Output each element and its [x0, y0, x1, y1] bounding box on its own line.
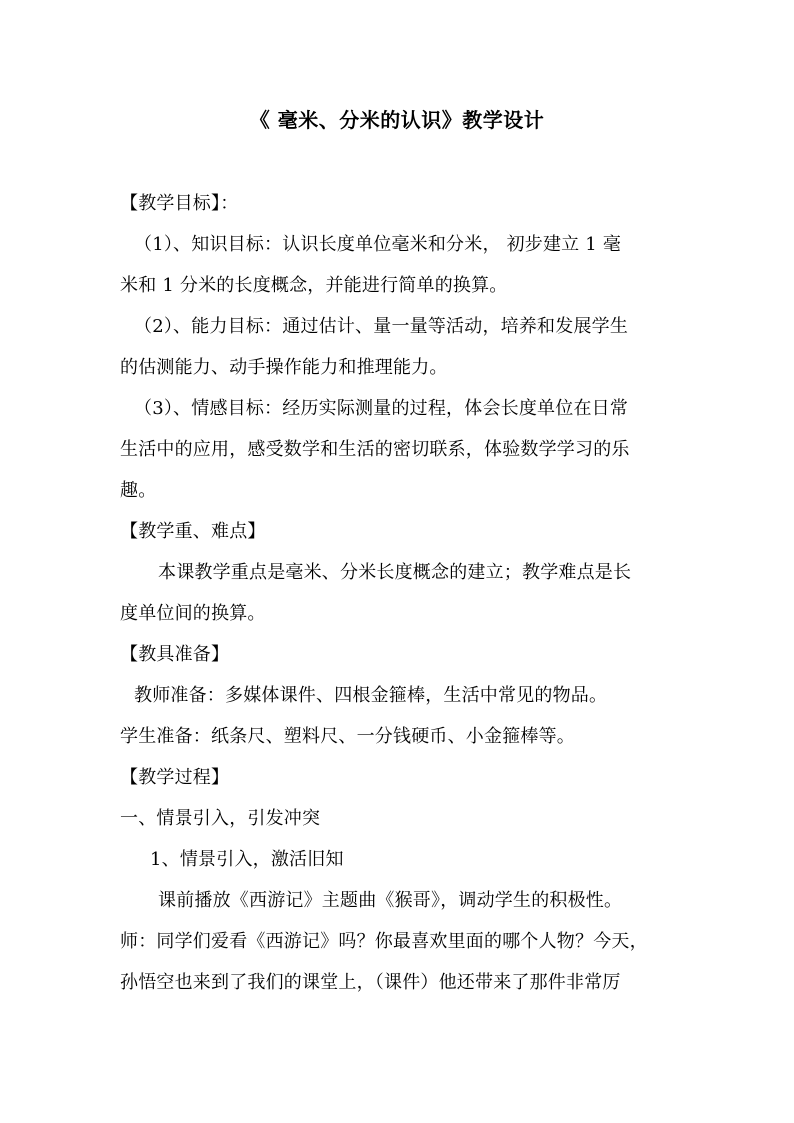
teacher-materials: 教师准备：多媒体课件、四根金箍棒，生活中常见的物品。	[134, 685, 608, 706]
key-points-heading: 【教学重、难点】	[120, 521, 266, 542]
key-points-line-2: 度单位间的换算。	[120, 603, 266, 624]
student-materials: 学生准备：纸条尺、塑料尺、一分钱硬币、小金箍棒等。	[120, 726, 575, 747]
process-paragraph-line-3: 孙悟空也来到了我们的课堂上，（课件）他还带来了那件非常厉	[120, 972, 621, 993]
process-heading: 【教学过程】	[120, 767, 230, 788]
materials-heading: 【教具准备】	[120, 644, 230, 665]
objective-2-line-1: （2）、能力目标：通过估计、量一量等活动，培养和发展学生	[134, 316, 629, 337]
objective-3-line-3: 趣。	[120, 480, 157, 501]
objective-1-line-2: 米和 1 分米的长度概念，并能进行简单的换算。	[120, 275, 508, 296]
objective-3-line-1: （3）、情感目标：经历实际测量的过程，体会长度单位在日常	[134, 398, 629, 419]
key-points-line-1: 本课教学重点是毫米、分米长度概念的建立；教学难点是长	[158, 562, 632, 583]
process-part-1: 一、情景引入，引发冲突	[120, 808, 321, 829]
document-title: 《 毫米、分米的认识》教学设计	[249, 108, 545, 132]
objective-3-line-2: 生活中的应用，感受数学和生活的密切联系，体验数学学习的乐	[120, 439, 630, 460]
objectives-heading: 【教学目标】：	[120, 193, 239, 214]
process-paragraph-line-1: 课前播放《西游记》主题曲《猴哥》，调动学生的积极性。	[158, 890, 623, 911]
process-step-1: 1、情景引入，激活旧知	[150, 849, 344, 870]
objective-1-line-1: （1）、知识目标：认识长度单位毫米和分米， 初步建立 1 毫	[134, 234, 622, 255]
objective-2-line-2: 的估测能力、动手操作能力和推理能力。	[120, 357, 448, 378]
process-paragraph-line-2: 师：同学们爱看《西游记》吗？你最喜欢里面的哪个人物？今天，	[120, 931, 648, 952]
